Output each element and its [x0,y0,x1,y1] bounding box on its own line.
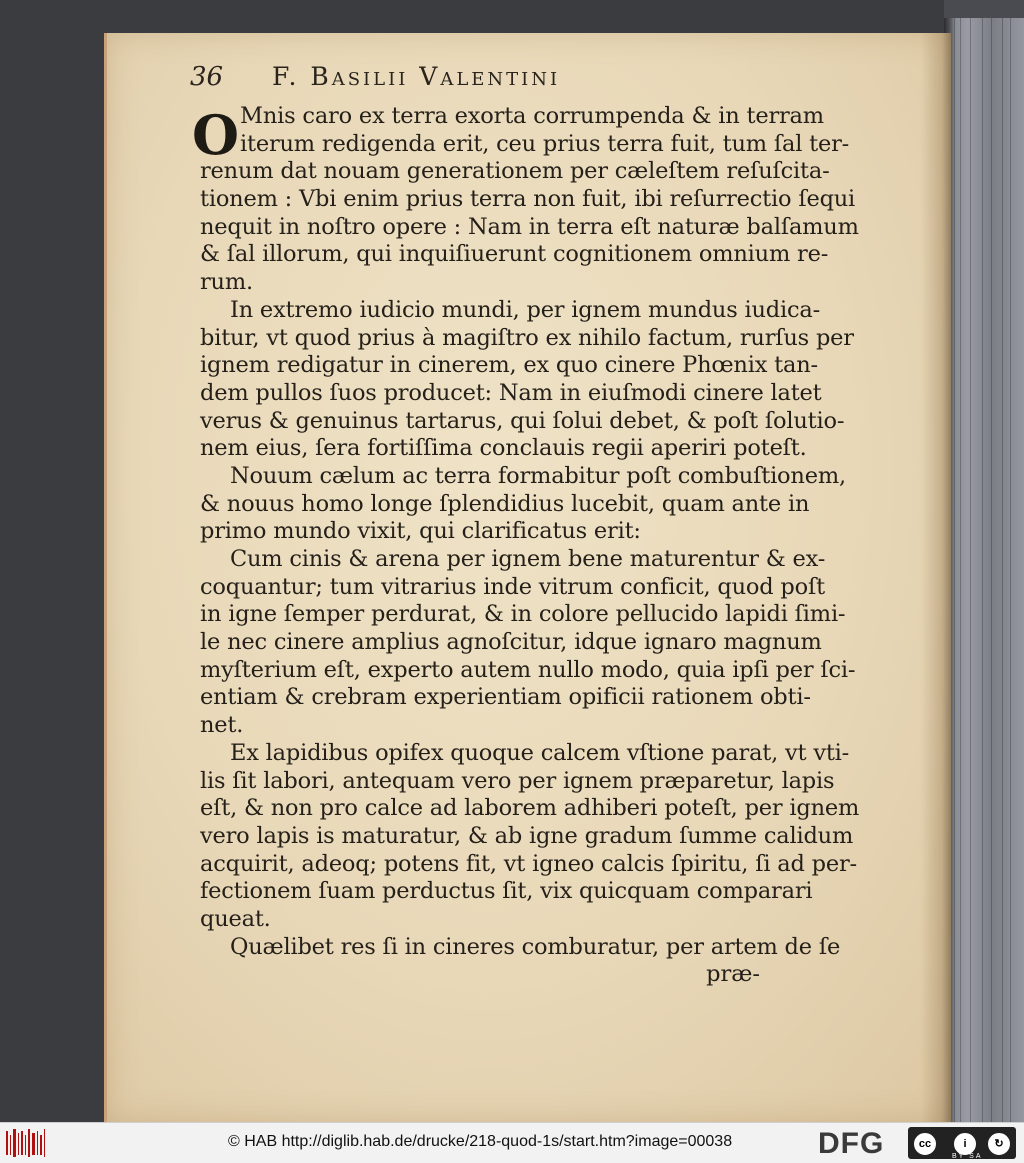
text-line: verus & genuinus tartarus, qui ſolui debet, & poſt ſolutio- [200,407,845,434]
by-attribution-icon: i [952,1131,978,1157]
library-barcode-icon [6,1129,46,1157]
text-line: myſterium eſt, experto autem nullo modo, quia ipſi per ſci- [200,656,856,683]
text-line: Cum cinis & arena per ignem bene maturentur & ex- [230,546,826,572]
text-line: iterum redigenda erit, ceu prius terra fuit, tum ſal ter- [240,130,850,157]
text-line: Quælibet res ſi in cineres comburatur, per artem de ſe [230,933,841,960]
text-line: coquantur; tum vitrarius inde vitrum conficit, quod poſt [200,573,825,600]
text-line: ignem redigatur in cinerem, ex quo cinere Phœnix tan- [200,352,818,379]
viewer-footer [0,1122,1024,1163]
text-line: & ſal illorum, qui inquiſiuerunt cognitionem omnium re- [200,241,829,268]
source-link[interactable]: © HAB http://diglib.hab.de/drucke/218-quod-1s/start.htm?image=00038 [228,1133,733,1150]
text-line: net. [200,712,244,739]
text-line: fectionem ſuam perductus ſit, vix quicquam comparari [200,878,813,905]
book-page-edges [944,18,1024,1122]
text-line: acquirit, adeoq; potens fit, vt igneo calcis ſpiritu, ſi ad per- [200,850,857,877]
catchword: præ- [706,961,760,988]
text-line: entiam & crebram experientiam opificii rationem obti- [200,684,811,711]
text-line: & nouus homo longe ſplendidius lucebit, quam ante in [200,490,810,517]
drop-cap: O [192,103,240,167]
text-line: Nouum cælum ac terra formabitur poſt combuſtionem, [230,462,846,489]
text-line: le nec cinere amplius agnoſcitur, idque ignaro magnum [200,629,822,656]
text-line: nequit in noſtro opere : Nam in terra eſt naturæ balſamum [200,213,859,240]
text-line: primo mundo vixit, qui clarificatus erit: [200,518,641,545]
text-line: tionem : Vbi enim prius terra non fuit, ibi reſurrectio ſequi [200,186,856,213]
page-text [192,103,860,988]
text-line: Ex lapidibus opifex quoque calcem vſtione parat, vt vti- [230,739,850,766]
text-line: in igne ſemper perdurat, & in colore pellucido lapidi ſimi- [200,601,846,628]
text-line: bitur, vt quod prius à magiſtro ex nihilo factum, rurſus per [200,324,854,351]
running-title: F. Basilii Valentini [272,62,561,91]
sa-share-alike-icon: ↻ [986,1131,1012,1157]
text-line: lis ſit labori, antequam vero per ignem præparetur, lapis [200,767,835,794]
dfg-logo: DFG [818,1127,885,1160]
text-line: vero lapis is maturatur, & ab igne gradum ſumme calidum [200,822,854,849]
text-line: In extremo iudicio mundi, per ignem mundus iudica- [230,296,821,323]
text-line: dem pullos ſuos producet: Nam in eiuſmodi cinere latet [200,379,822,406]
text-line: eſt, & non pro calce ad laborem adhiberi poteſt, per ignem [200,795,860,822]
text-line: renum dat nouam generationem per cæleſtem reſuſcita- [200,158,830,185]
page-header [190,62,750,102]
cc-icon: cc [912,1131,938,1157]
text-line: queat. [200,905,271,932]
license-labels: BY SA [952,1153,983,1160]
page-number: 36 [190,62,224,92]
page-gutter-shadow [921,33,951,1122]
text-line: nem eius, ſera fortiſſima conclauis regii aperiri poteſt. [200,435,807,462]
text-line: rum. [200,269,253,296]
text-line: Mnis caro ex terra exorta corrumpenda & in terram [240,103,824,129]
